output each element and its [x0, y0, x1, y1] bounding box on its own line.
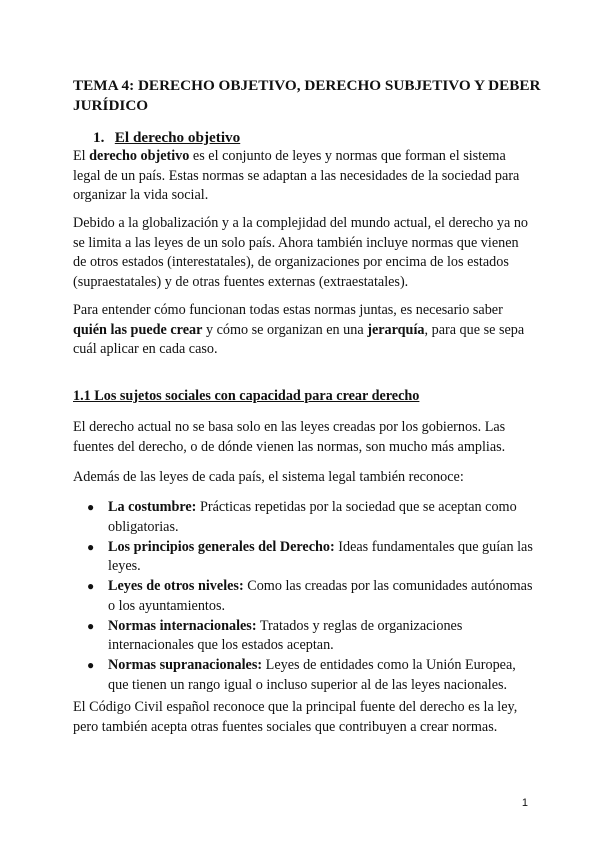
list-desc: Ideas fundamentales que guían las leyes.	[108, 538, 533, 574]
list-item	[73, 498, 533, 537]
document-title: TEMA 4: DERECHO OBJETIVO, DERECHO SUBJETIVO Y DEBER JURÍDICO	[73, 77, 541, 114]
bullet-icon: ●	[87, 618, 95, 633]
text-run: , para que se sepa cuál aplicar en cada caso.	[73, 321, 525, 357]
bullet-icon: ●	[87, 579, 95, 593]
list-item	[73, 577, 533, 616]
text-run: Para entender cómo funcionan todas estas normas juntas, es necesario saber	[73, 302, 503, 318]
list-term: La costumbre:	[108, 499, 197, 515]
list-desc: Leyes de entidades como la Unión Europea, que tienen un rango igual o incluso superior al de las leyes nacionales.	[108, 657, 516, 693]
text-run: es el conjunto de leyes y normas que forman el sistema legal de un país. Estas normas se adaptan a las necesidades de la sociedad para organizar la vida social.	[73, 148, 520, 203]
section-number: 1.	[93, 129, 105, 146]
list-term: Normas supranacionales:	[108, 657, 263, 673]
list-term: Los principios generales del Derecho:	[108, 538, 335, 555]
bold-term: derecho objetivo	[89, 148, 190, 164]
list-term: Normas internacionales:	[108, 617, 257, 634]
list-item	[73, 538, 533, 577]
subsection-heading-1-1: 1.1 Los sujetos sociales con capacidad para crear derecho	[73, 388, 420, 404]
list-term: Leyes de otros niveles:	[108, 578, 244, 594]
section-title: El derecho objetivo	[114, 129, 241, 146]
paragraph-reconoce: Además de las leyes de cada país, el sistema legal también reconoce:	[73, 469, 464, 485]
list-desc: Prácticas repetidas por la sociedad que se aceptan como obligatorias.	[108, 499, 517, 535]
bullet-icon: ●	[87, 539, 95, 554]
paragraph-jerarquia	[73, 301, 535, 360]
bold-term: jerarquía	[367, 321, 425, 338]
section-heading-1	[93, 128, 240, 147]
list-item	[73, 656, 533, 695]
bullet-icon: ●	[87, 658, 95, 672]
paragraph-globalizacion: Debido a la globalización y a la complejidad del mundo actual, el derecho ya no se limita a las leyes de un solo país. Ahora también incluye normas que vienen de otros estados (interestatales), de organizaciones por encima de los estados (supraestatales) y de otras fuentes externas (extraestatales).	[73, 215, 529, 290]
sources-list	[73, 498, 533, 696]
paragraph-derecho-objetivo	[73, 147, 535, 206]
page-number: 1	[521, 797, 528, 809]
bold-term: quién las puede crear	[73, 321, 203, 338]
list-item	[73, 617, 533, 656]
text-run: y cómo se organizan en una	[202, 321, 368, 338]
bullet-icon: ●	[87, 500, 95, 514]
list-desc: Como las creadas por las comunidades autónomas o los ayuntamientos.	[108, 578, 533, 614]
paragraph-codigo-civil: El Código Civil español reconoce que la principal fuente del derecho es la ley, pero también acepta otras fuentes sociales que contribuyen a crear normas.	[73, 699, 518, 735]
list-desc: Tratados y reglas de organizaciones internacionales que los estados aceptan.	[108, 617, 463, 653]
text-run: El	[73, 148, 90, 164]
paragraph-fuentes: El derecho actual no se basa solo en las leyes creadas por los gobiernos. Las fuentes del derecho, o de dónde vienen las normas, son mucho más amplias.	[73, 419, 506, 455]
